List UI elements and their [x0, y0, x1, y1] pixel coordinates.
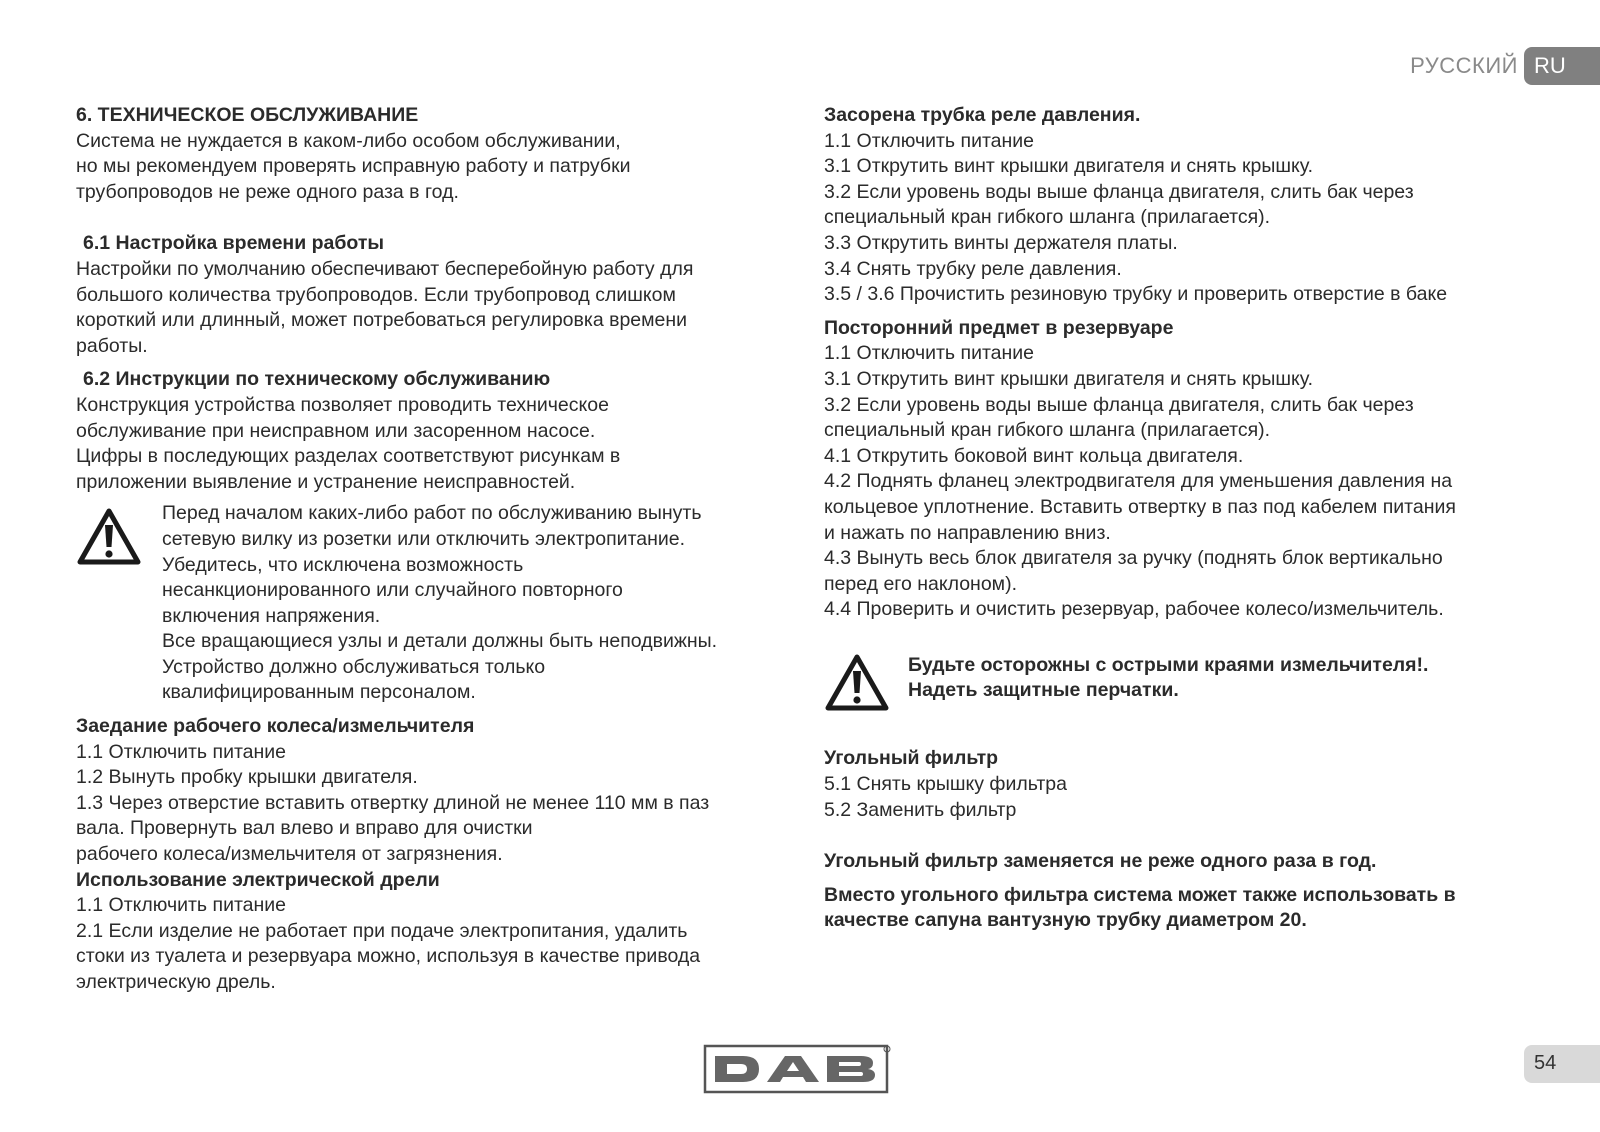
step-line: электрическую дрель. [76, 971, 276, 993]
step-line: специальный кран гибкого шланга (прилагается). [824, 419, 1271, 442]
step-line: стоки из туалета и резервуара можно, используя в качестве привода [76, 945, 701, 968]
step-line: рабочего колеса/измельчителя от загрязнения. [76, 843, 503, 866]
step-line: 3.5 / 3.6 Прочистить резиновую трубку и проверить отверстие в баке [824, 283, 1448, 306]
step-line: 5.2 Заменить фильтр [824, 798, 1017, 821]
step-line: специальный кран гибкого шланга (прилагается). [824, 206, 1271, 229]
sharp-edges-warning [824, 653, 1544, 721]
warning-line: Перед началом каких-либо работ по обслуживанию вынуть [162, 502, 702, 525]
page-number: 54 [1524, 1045, 1600, 1083]
right-column [824, 103, 1544, 934]
text-line: обслуживание при неисправном или засоренном насосе. [76, 419, 596, 442]
carbon-filter-title: Угольный фильтр [824, 747, 999, 770]
step-line: 3.1 Открутить винт крышки двигателя и снять крышку. [824, 367, 1314, 390]
warning-line: Устройство должно обслуживаться только [162, 655, 546, 678]
step-line: 1.2 Вынуть пробку крышки двигателя. [76, 766, 418, 789]
warning-triangle-icon [824, 653, 908, 721]
step-line: и нажать по направлению вниз. [824, 521, 1111, 544]
step-line: 2.1 Если изделие не работает при подаче электропитания, удалить [76, 919, 688, 942]
filter-note: Угольный фильтр заменяется не реже одного раза в год. [824, 850, 1377, 873]
step-line: 5.1 Снять крышку фильтра [824, 773, 1067, 796]
warning-line: Все вращающиеся узлы и детали должны быть неподвижны. [162, 630, 718, 653]
step-line: 3.2 Если уровень воды выше фланца двигателя, слить бак через [824, 180, 1414, 203]
step-line: кольцевое уплотнение. Вставить отвертку в паз под кабелем питания [824, 495, 1456, 518]
step-line: 1.1 Отключить питание [824, 129, 1035, 152]
warning-line: квалифицированным персоналом. [162, 681, 476, 704]
warning-triangle-icon [76, 501, 162, 706]
step-line: 1.1 Отключить питание [76, 740, 287, 763]
step-line: 3.1 Открутить винт крышки двигателя и снять крышку. [824, 155, 1314, 178]
step-line: 4.3 Вынуть весь блок двигателя за ручку (поднять блок вертикально [824, 547, 1443, 570]
text-line: Конструкция устройства позволяет проводить техническое [76, 393, 609, 416]
step-line: 1.3 Через отверстие вставить отвертку длиной не менее 110 мм в паз [76, 791, 710, 814]
foreign-object-title: Посторонний предмет в резервуаре [824, 316, 1174, 339]
warning-line: включения напряжения. [162, 604, 381, 627]
warning-line: Будьте осторожны с острыми краями измельчителя!. [908, 653, 1429, 676]
section-title: 6. ТЕХНИЧЕСКОЕ ОБСЛУЖИВАНИЕ [76, 104, 419, 126]
step-line: 1.1 Отключить питание [76, 894, 287, 917]
electric-drill-title: Использование электрической дрели [76, 868, 440, 891]
impeller-jam-title: Заедание рабочего колеса/измельчителя [76, 715, 475, 738]
step-line: 4.4 Проверить и очистить резервуар, рабочее колесо/измельчитель. [824, 598, 1444, 621]
intro-line: трубопроводов не реже одного раза в год. [76, 180, 459, 203]
alternative-note-line: Вместо угольного фильтра система может также использовать в [824, 883, 1456, 906]
safety-warning [76, 501, 796, 706]
subsection-title-6-1: 6.1 Настройка времени работы [83, 232, 385, 255]
intro-line: Система не нуждается в каком-либо особом обслуживании, [76, 129, 621, 152]
step-line: 3.4 Снять трубку реле давления. [824, 257, 1122, 280]
warning-line: Убедитесь, что исключена возможность [162, 553, 524, 576]
step-line: 4.2 Поднять фланец электродвигателя для уменьшения давления на [824, 470, 1453, 493]
text-line: работы. [76, 334, 148, 357]
left-column [76, 103, 796, 996]
step-line: перед его наклоном). [824, 572, 1017, 595]
text-line: приложении выявление и устранение неисправностей. [76, 470, 576, 493]
step-line: 1.1 Отключить питание [824, 342, 1035, 365]
text-line: короткий или длинный, может потребоваться регулировка времени [76, 309, 688, 332]
warning-line: Надеть защитные перчатки. [908, 679, 1179, 702]
step-line: 3.2 Если уровень воды выше фланца двигателя, слить бак через [824, 393, 1414, 416]
language-label: РУССКИЙ [1410, 53, 1518, 79]
subsection-title-6-2: 6.2 Инструкции по техническому обслуживанию [83, 368, 551, 391]
language-code-badge: RU [1524, 47, 1600, 85]
warning-line: несанкционированного или случайного повторного [162, 579, 623, 602]
step-line: вала. Провернуть вал влево и вправо для очистки [76, 817, 533, 840]
text-line: большого количества трубопроводов. Если трубопровод слишком [76, 283, 676, 306]
step-line: 3.3 Открутить винты держателя платы. [824, 231, 1178, 254]
alternative-note-line: качестве сапуна вантузную трубку диаметром 20. [824, 909, 1307, 932]
text-line: Цифры в последующих разделах соответствуют рисункам в [76, 445, 621, 468]
language-indicator [1410, 47, 1600, 85]
dab-logo [703, 1044, 893, 1102]
warning-line: сетевую вилку из розетки или отключить электропитание. [162, 527, 686, 550]
step-line: 4.1 Открутить боковой винт кольца двигателя. [824, 444, 1244, 467]
pressure-tube-title: Засорена трубка реле давления. [824, 104, 1141, 126]
intro-line: но мы рекомендуем проверять исправную работу и патрубки [76, 155, 631, 178]
text-line: Настройки по умолчанию обеспечивают бесперебойную работу для [76, 257, 694, 280]
